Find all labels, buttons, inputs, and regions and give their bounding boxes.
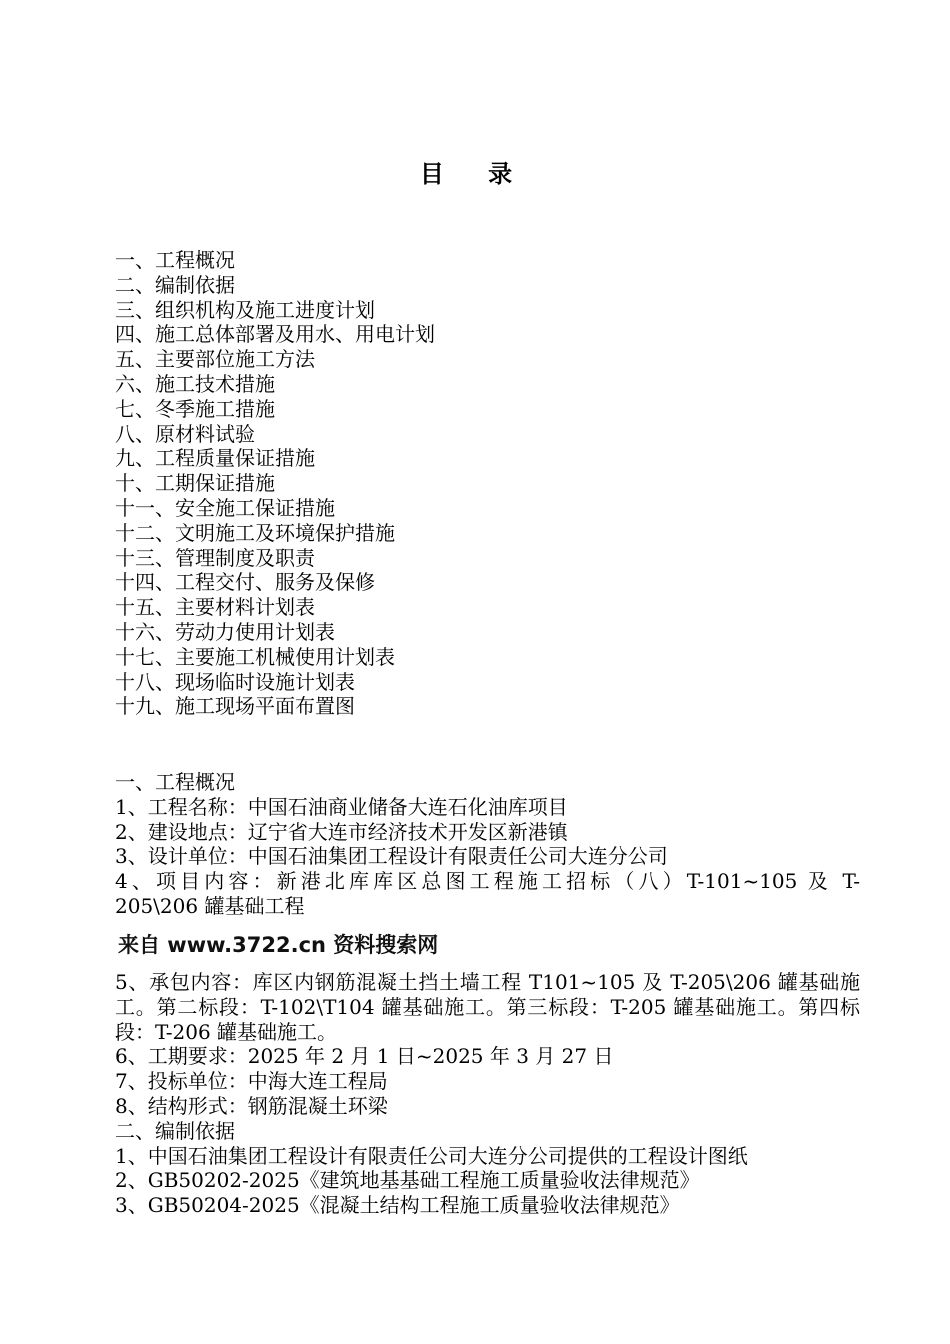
section-heading: 二、编制依据 bbox=[115, 1118, 235, 1143]
schedule-item: 6、工期要求：2025 年 2 月 1 日~2025 年 3 月 27 日 bbox=[115, 1044, 614, 1069]
toc-item: 十、工期保证措施 bbox=[115, 471, 275, 496]
toc-item: 五、主要部位施工方法 bbox=[115, 347, 315, 372]
basis-item: 1、中国石油集团工程设计有限责任公司大连分公司提供的工程设计图纸 bbox=[115, 1143, 748, 1168]
toc-item: 三、组织机构及施工进度计划 bbox=[115, 297, 375, 322]
section-project-details bbox=[115, 970, 860, 1218]
toc-item: 八、原材料试验 bbox=[115, 421, 255, 446]
table-of-contents bbox=[115, 248, 855, 719]
structure-item: 8、结构形式：钢筋混凝土环梁 bbox=[115, 1093, 388, 1118]
page-title: 目 录 bbox=[419, 159, 531, 188]
toc-item: 十一、安全施工保证措施 bbox=[115, 495, 335, 520]
toc-item: 四、施工总体部署及用水、用电计划 bbox=[115, 322, 435, 347]
toc-item: 九、工程质量保证措施 bbox=[115, 446, 315, 471]
toc-item: 一、工程概况 bbox=[115, 248, 235, 272]
toc-item: 十三、管理制度及职责 bbox=[115, 545, 315, 570]
project-content-item-line2: 205\206 罐基础工程 bbox=[115, 893, 305, 918]
section-heading: 一、工程概况 bbox=[115, 770, 235, 794]
contract-content-item: 5、承包内容：库区内钢筋混凝土挡土墙工程 T101~105 及 T-205\206 罐基础施工。第二标段：T-102\T104 罐基础施工。第三标段：T-205 罐基础施工。第四标段：T-206 罐基础施工。 bbox=[115, 970, 860, 1044]
basis-item: 3、GB50204-2025《混凝土结构工程施工质量验收法律规范》 bbox=[115, 1193, 680, 1218]
toc-item: 六、施工技术措施 bbox=[115, 371, 275, 396]
project-location-item: 2、建设地点：辽宁省大连市经济技术开发区新港镇 bbox=[115, 819, 568, 844]
project-content-item-line1: 4、项目内容：新港北库库区总图工程施工招标（八）T-101~105 及 T- bbox=[115, 869, 860, 894]
basis-item: 2、GB50202-2025《建筑地基基础工程施工质量验收法律规范》 bbox=[115, 1168, 700, 1193]
design-unit-item: 3、设计单位：中国石油集团工程设计有限责任公司大连分公司 bbox=[115, 844, 668, 869]
toc-item: 七、冬季施工措施 bbox=[115, 396, 275, 421]
source-watermark: 来自 www.3722.cn 资料搜索网 bbox=[118, 933, 439, 957]
toc-item: 二、编制依据 bbox=[115, 272, 235, 297]
project-name-item: 1、工程名称：中国石油商业储备大连石化油库项目 bbox=[115, 794, 568, 819]
section-project-overview bbox=[115, 770, 860, 919]
toc-item: 十五、主要材料计划表 bbox=[115, 595, 315, 620]
toc-item: 十六、劳动力使用计划表 bbox=[115, 619, 335, 644]
toc-item: 十四、工程交付、服务及保修 bbox=[115, 570, 375, 595]
toc-item: 十七、主要施工机械使用计划表 bbox=[115, 644, 395, 669]
bidder-item: 7、投标单位：中海大连工程局 bbox=[115, 1069, 388, 1094]
toc-item: 十九、施工现场平面布置图 bbox=[115, 694, 355, 719]
toc-item: 十八、现场临时设施计划表 bbox=[115, 669, 355, 694]
toc-item: 十二、文明施工及环境保护措施 bbox=[115, 520, 395, 545]
